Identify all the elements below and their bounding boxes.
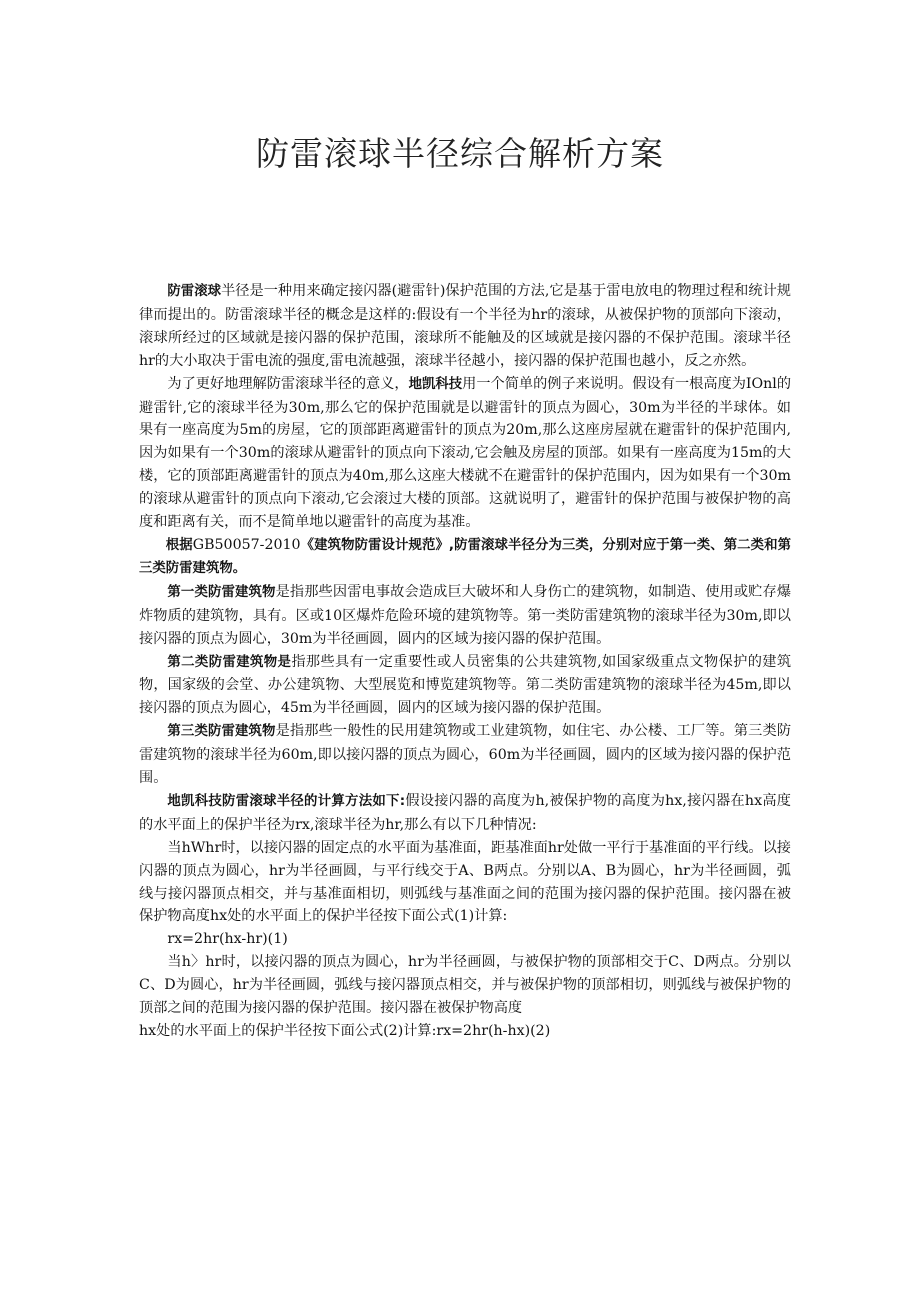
paragraph-class-1 bbox=[139, 581, 791, 651]
paragraph-text: 指那些具有一定重要性或人员密集的公共建筑物,如国家级重点文物保护的建筑物，国家级的会堂、办公建筑物、大型展览和博览建筑物等。第二类防雷建筑物的滚球半径为45m,即以接闪器的顶点为圆心，45m为半径画圆，圆内的区域为接闪器的保护范围。 bbox=[139, 653, 792, 717]
document-body bbox=[139, 280, 791, 1043]
paragraph-text: 为了更好地理解防雷滚球半径的意义， bbox=[167, 375, 409, 392]
paragraph-formula-2: hx处的水平面上的保护半径按下面公式(2)计算:rx=2hr(h-hx)(2) bbox=[139, 1023, 551, 1039]
paragraph-method bbox=[139, 790, 791, 837]
paragraph-intro bbox=[139, 280, 791, 373]
paragraph-text: 用一个简单的例子来说明。假设有一根高度为IOnl的避雷针,它的滚球半径为30m,那么它的保护范围就是以避雷针的顶点为圆心，30m为半径的半球体。如果有一座高度为5m的房屋，它的顶部距离避雷针的顶点为20m,那么这座房屋就在避雷针的保护范围内,因为如果有一个30m的滚球从避雷针的顶点向下滚动,它会触及房屋的顶部。如果有一座高度为15m的大楼，它的顶部距离避雷针的顶点为40m,那么这座大楼就不在避雷针的保护范围内，因为如果有一个30m的滚球从避雷针的顶点向下滚动,它会滚过大楼的顶部。这就说明了，避雷针的保护范围与被保护物的高度和距离有关，而不是简单地以避雷针的高度为基准。 bbox=[139, 375, 792, 531]
paragraph-text: 假设接闪器的高度为h,被保护物的高度为hx,接闪器在hx高度的水平面上的保护半径为rx,滚球半径为hr,那么有以下几种情况: bbox=[139, 792, 791, 833]
paragraph-example bbox=[139, 373, 791, 534]
paragraph-case-1: 当hWhr时，以接闪器的固定点的水平面为基准面，距基准面hr处做一平行于基准面的平行线。以接闪器的顶点为圆心，hr为半径画圆，与平行线交于A、B两点。分别以A、B为圆心，hr为半径画圆，弧线与接闪器顶点相交，并与基准面相切，则弧线与基准面之间的范围为接闪器的保护范围。接闪器在被保护物高度hx处的水平面上的保护半径按下面公式(1)计算: bbox=[139, 839, 791, 925]
bold-lead: 第三类防雷建筑物 bbox=[167, 724, 276, 740]
bold-company: 地凯科技 bbox=[408, 376, 463, 392]
document-title: 防雷滚球半径综合解析方案 bbox=[256, 134, 664, 173]
paragraph-case-2: 当h〉hr时，以接闪器的顶点为圆心，hr为半径画圆，与被保护物的顶部相交于C、D两点。分别以C、D为圆心，hr为半径画圆，弧线与接闪器顶点相交，并与被保护物的顶部相切，则弧线与被保护物的顶部之间的范围为接闪器的保护范围。接闪器在被保护物高度 bbox=[139, 954, 791, 1017]
bold-lead: 地凯科技防雷滚球半径的计算方法如下: bbox=[167, 793, 406, 809]
paragraph-class-2 bbox=[139, 651, 791, 721]
paragraph-text: 是指那些一般性的民用建筑物或工业建筑物，如住宅、办公楼、工厂等。第三类防雷建筑物的滚球半径为60m,即以接闪器的顶点为圆心，60m为半径画圆，圆内的区域为接闪器的保护范围。 bbox=[139, 723, 792, 787]
bold-lead: 第二类防雷建筑物是 bbox=[167, 654, 292, 670]
paragraph-text: 根据 bbox=[165, 537, 193, 553]
paragraph-standard bbox=[139, 534, 791, 581]
paragraph-text: 半径是一种用来确定接闪器(避雷针)保护范围的方法,它是基于雷电放电的物理过程和统计规律而提出的。防雷滚球半径的概念是这样的:假设有一个半径为hr的滚球，从被保护物的顶部向下滚动，滚球所经过的区域就是接闪器的保护范围，滚球所不能触及的区域就是接闪器的不保护范围。滚球半径hr的大小取决于雷电流的强度,雷电流越强，滚球半径越小，接闪器的保护范围也越小，反之亦然。 bbox=[139, 283, 791, 369]
bold-lead: 防雷滚球 bbox=[167, 284, 222, 299]
paragraph-class-3 bbox=[139, 720, 791, 790]
formula-1: rx=2hr(hx-hr)(1) bbox=[167, 931, 288, 948]
paragraph-text: 《建筑物防雷设计规范》,防雷滚球半径分为三类，分别对应于第一类、第二类和第三类防雷建筑物。 bbox=[139, 537, 792, 576]
paragraph-text: 是指那些因雷电事故会造成巨大破坏和人身伤亡的建筑物，如制造、使用或贮存爆炸物质的建筑物，具有。区或10区爆炸危险环境的建筑物等。第一类防雷建筑物的滚球半径为30m,即以接闪器的顶点为圆心，30m为半径画圆，圆内的区域为接闪器的保护范围。 bbox=[139, 583, 792, 647]
standard-code: GB50057-2010 bbox=[192, 536, 301, 553]
bold-lead: 第一类防雷建筑物 bbox=[167, 584, 276, 600]
